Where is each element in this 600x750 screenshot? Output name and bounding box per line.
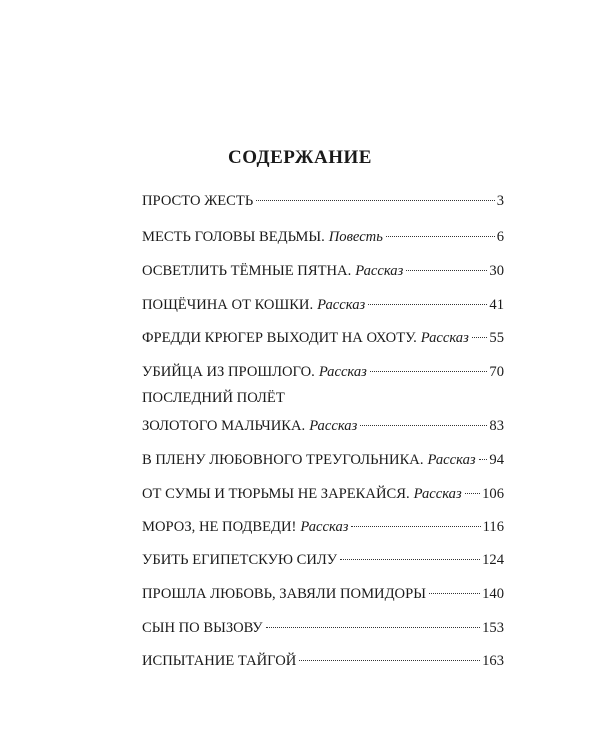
dot-leader [299,647,480,665]
dot-leader [386,223,495,241]
entry-genre: Рассказ [427,452,476,468]
dot-leader [256,187,494,205]
entry-title: ПРОШЛА ЛЮБОВЬ, ЗАВЯЛИ ПОМИДОРЫ [142,586,426,602]
entry-title: ПРОСТО ЖЕСТЬ [142,193,254,209]
entry-title: ПОЩЁЧИНА ОТ КОШКИ. [142,297,314,313]
entry-genre: Рассказ [420,330,469,346]
entry-genre: Рассказ [309,418,358,434]
dot-leader [351,513,480,531]
toc-entry [142,647,504,670]
entry-page-number: 94 [489,452,504,468]
entry-title: ИСПЫТАНИЕ ТАЙГОЙ [142,653,297,669]
entry-genre: Рассказ [317,297,366,313]
entry-genre: Рассказ [355,263,404,279]
dot-leader [340,546,480,564]
entry-title: ЗОЛОТОГО МАЛЬЧИКА. [142,418,306,434]
entry-page-number: 30 [489,263,504,279]
entry-page-number: 6 [496,229,504,245]
entry-genre: Рассказ [300,519,349,535]
dot-leader [479,446,488,464]
entry-page-number: 3 [496,193,504,209]
entry-title: ФРЕДДИ КРЮГЕР ВЫХОДИТ НА ОХОТУ. [142,330,417,346]
dot-leader [429,580,480,598]
entry-title: ОТ СУМЫ И ТЮРЬМЫ НЕ ЗАРЕКАЙСЯ. [142,486,410,502]
toc-entry [142,513,504,536]
entry-title: ОСВЕТЛИТЬ ТЁМНЫЕ ПЯТНА. [142,263,352,279]
toc-entry [142,291,504,314]
entry-page-number: 70 [489,364,504,380]
entry-genre: Рассказ [318,364,367,380]
entry-title: МЕСТЬ ГОЛОВЫ ВЕДЬМЫ. [142,229,325,245]
dot-leader [465,480,480,498]
entry-title: МОРОЗ, НЕ ПОДВЕДИ! [142,519,297,535]
entry-page-number: 163 [482,653,504,669]
entry-title: В ПЛЕНУ ЛЮБОВНОГО ТРЕУГОЛЬНИКА. [142,452,424,468]
entry-page-number: 153 [482,620,504,636]
toc-entry [142,480,504,503]
entry-page-number: 83 [489,418,504,434]
toc-entry [142,257,504,280]
entry-page-number: 140 [482,586,504,602]
entry-page-number: 106 [482,486,504,502]
dot-leader [406,257,487,275]
dot-leader [472,324,488,342]
entry-page-number: 124 [482,552,504,568]
entry-page-number: 41 [489,297,504,313]
dot-leader [360,412,487,430]
toc-entry [142,580,504,603]
dot-leader [266,614,481,632]
entry-title-line1: ПОСЛЕДНИЙ ПОЛЁТ [142,390,285,406]
toc-entry [142,358,504,381]
toc-heading: СОДЕРЖАНИЕ [228,147,372,168]
entry-title: УБИЙЦА ИЗ ПРОШЛОГО. [142,364,315,380]
entry-title: СЫН ПО ВЫЗОВУ [142,620,263,636]
entry-title: УБИТЬ ЕГИПЕТСКУЮ СИЛУ [142,552,338,568]
toc-entry [142,324,504,347]
toc-entry [142,223,504,246]
toc-entry [142,546,504,569]
toc-entry [142,446,504,469]
entry-page-number: 55 [489,330,504,346]
toc-entry [142,390,504,435]
toc-entry [142,614,504,637]
entry-genre: Рассказ [413,486,462,502]
toc-entry [142,187,504,210]
entry-genre: Повесть [328,229,383,245]
dot-leader [370,358,488,376]
dot-leader [368,291,487,309]
entry-page-number: 116 [482,519,504,535]
